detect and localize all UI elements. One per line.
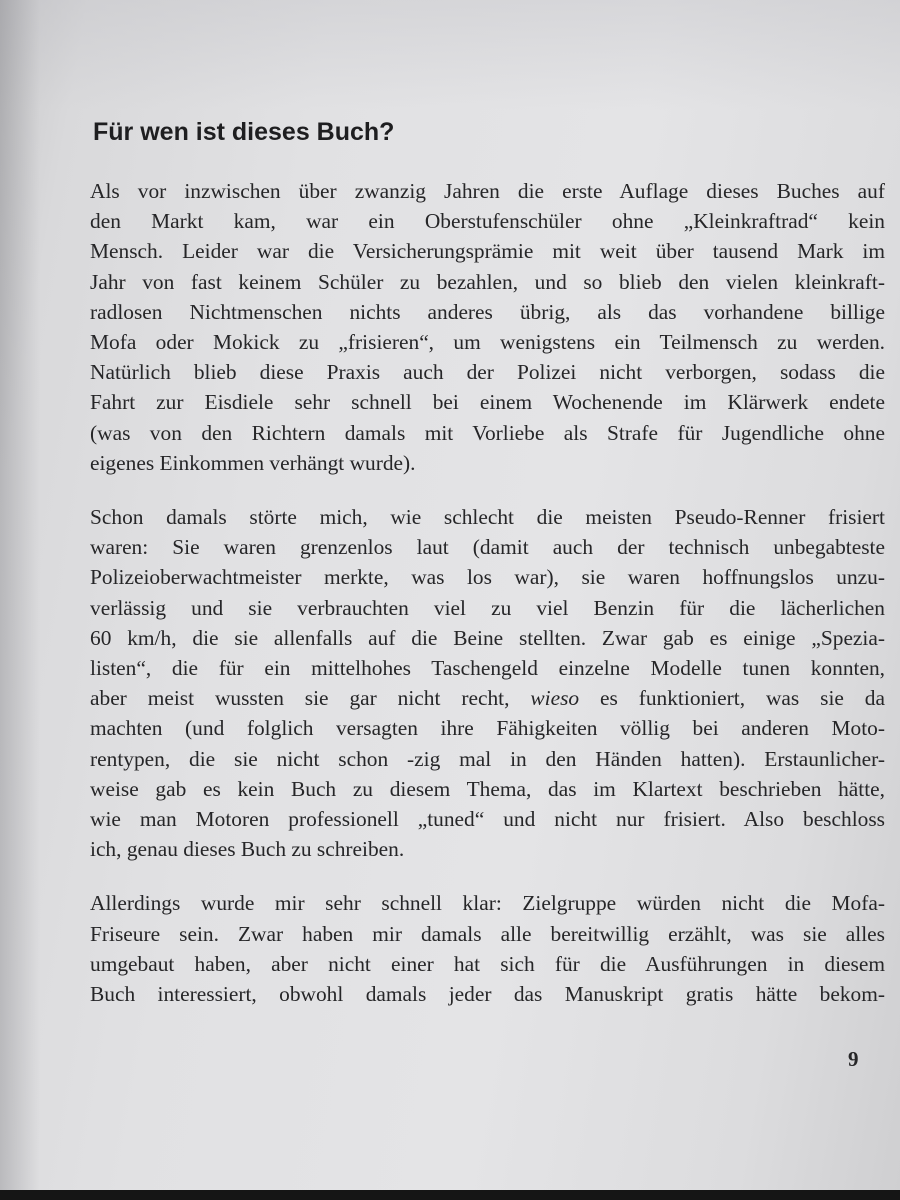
page-number: 9: [848, 1047, 859, 1071]
section-heading: Für wen ist dieses Buch?: [93, 118, 395, 146]
text-line: Mensch. Leider war die Versicherungsprämie mit weit über tausend Mark im: [90, 239, 885, 264]
text-line: den Markt kam, war ein Oberstufenschüler ohne „Kleinkraftrad“ kein: [90, 209, 885, 234]
text-line: waren: Sie waren grenzenlos laut (damit auch der technisch unbegabteste: [90, 535, 885, 560]
text-line: weise gab es kein Buch zu diesem Thema, das im Klartext beschrieben hätte,: [90, 776, 885, 801]
text-line: rentypen, die sie nicht schon -zig mal in den Händen hatten). Erstaunlicher-: [90, 746, 885, 771]
text-line: Fahrt zur Eisdiele sehr schnell bei einem Wochenende im Klärwerk endete: [90, 390, 885, 415]
body-text: [90, 176, 885, 1033]
table-edge: [0, 1190, 900, 1200]
text-line: ich, genau dieses Buch zu schreiben.: [90, 837, 405, 862]
text-line: machten (und folglich versagten ihre Fähigkeiten völlig bei anderen Moto-: [90, 716, 885, 741]
text-line: aber meist wussten sie gar nicht recht, wieso es funktioniert, was sie da: [90, 686, 885, 711]
paragraph-2: [90, 502, 885, 864]
bleed-through-shadow: [0, 0, 900, 110]
text-line: verlässig und sie verbrauchten viel zu viel Benzin für die lächerlichen: [90, 595, 885, 620]
text-line: Friseure sein. Zwar haben mir damals alle bereitwillig erzählt, was sie alles: [90, 921, 885, 946]
text-line: Allerdings wurde mir sehr schnell klar: Zielgruppe würden nicht die Mofa-: [90, 891, 885, 916]
text-line: Als vor inzwischen über zwanzig Jahren die erste Auflage dieses Buches auf: [90, 179, 885, 203]
text-line: Jahr von fast keinem Schüler zu bezahlen, und so blieb den vielen kleinkraft-: [90, 269, 885, 294]
text-line: radlosen Nichtmenschen nichts anderes übrig, als das vorhandene billige: [90, 299, 885, 324]
text-line: Natürlich blieb diese Praxis auch der Polizei nicht verborgen, sodass die: [90, 360, 885, 385]
text-line: (was von den Richtern damals mit Vorliebe als Strafe für Jugendliche ohne: [90, 420, 885, 445]
text-line: Schon damals störte mich, wie schlecht die meisten Pseudo-Renner frisiert: [90, 505, 885, 530]
text-line: wie man Motoren professionell „tuned“ und nicht nur frisiert. Also beschloss: [90, 807, 885, 832]
text-line: eigenes Einkommen verhängt wurde).: [90, 450, 416, 475]
emphasis: wieso: [530, 686, 580, 711]
text-line: Buch interessiert, obwohl damals jeder das Manuskript gratis hätte bekom-: [90, 982, 885, 1007]
gutter-shadow: [0, 0, 40, 1190]
text-line: Polizeioberwachtmeister merkte, was los war), sie waren hoffnungslos unzu-: [90, 565, 885, 590]
text-line: umgebaut haben, aber nicht einer hat sich für die Ausführungen in diesem: [90, 951, 885, 976]
paragraph-3: [90, 888, 885, 1009]
text-line: 60 km/h, die sie allenfalls auf die Beine stellten. Zwar gab es einige „Spezia-: [90, 625, 885, 650]
paragraph-1: [90, 176, 885, 478]
text-line: Mofa oder Mokick zu „frisieren“, um wenigstens ein Teilmensch zu werden.: [90, 330, 885, 355]
text-line: listen“, die für ein mittelhohes Taschengeld einzelne Modelle tunen konnten,: [90, 656, 885, 681]
